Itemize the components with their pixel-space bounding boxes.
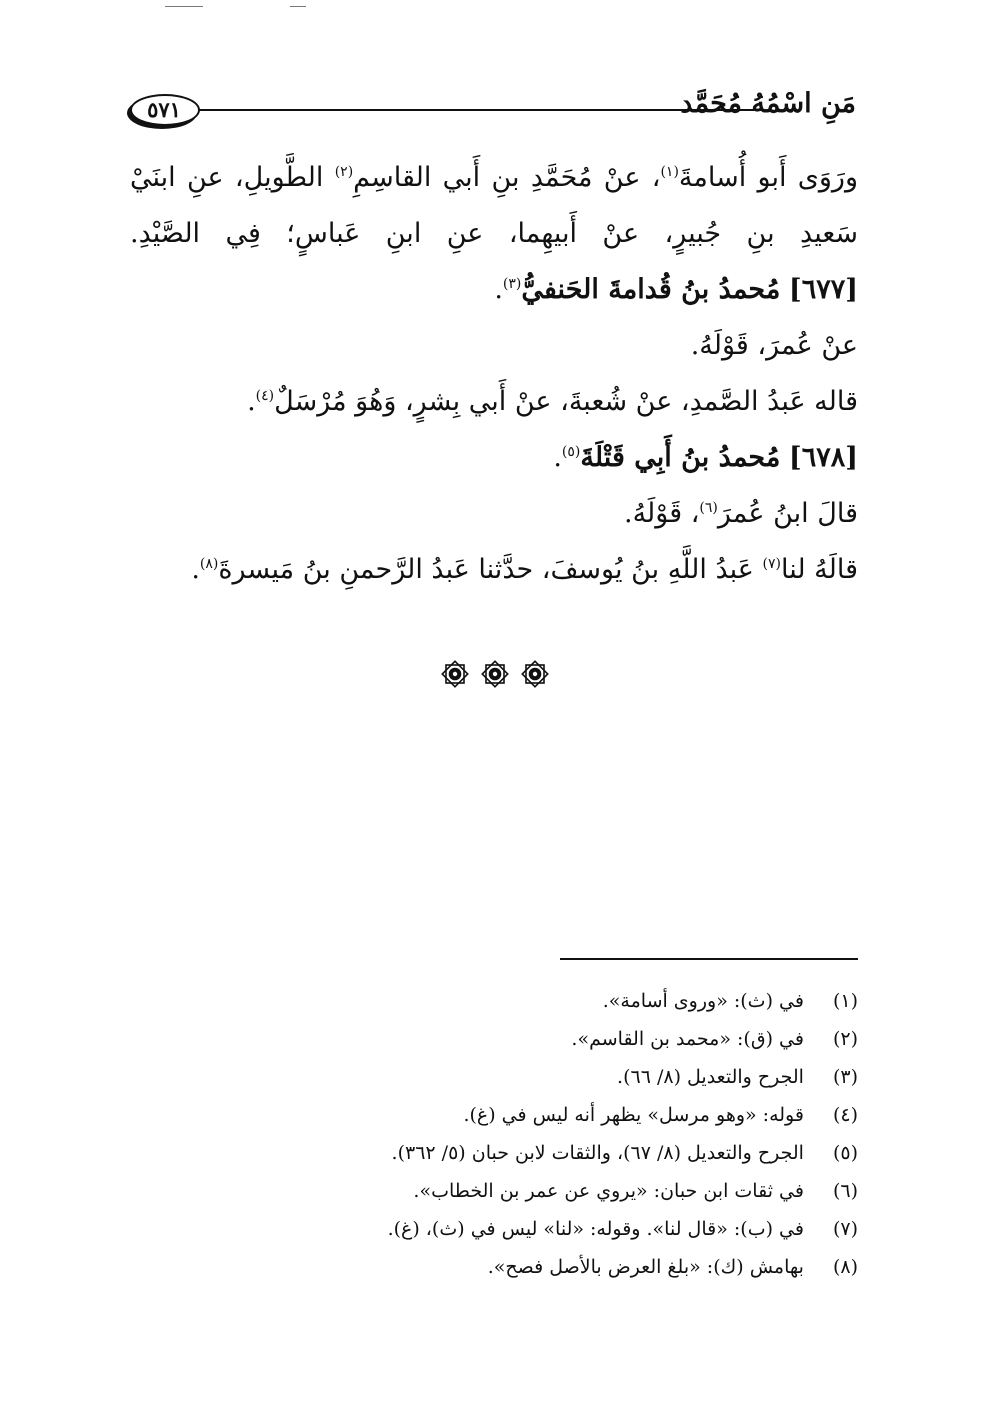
footnote-text: في (ق): «محمد بن القاسم». xyxy=(571,1028,804,1050)
octagram-flower-icon xyxy=(520,659,550,689)
footnote xyxy=(300,1020,858,1058)
footnote xyxy=(300,1210,858,1248)
footnote-text: في ثقات ابن حبان: «يروي عن عمر بن الخطاب». xyxy=(413,1180,804,1202)
text-span: ورَوَى أَبو أُسامةَ xyxy=(678,162,858,193)
footnote-text: قوله: «وهو مرسل» يظهر أنه ليس في (غ). xyxy=(463,1104,804,1126)
text-line xyxy=(130,150,858,206)
text-span: قالَ ابنُ عُمرَ xyxy=(717,498,858,529)
header-rule xyxy=(198,109,764,111)
footnote-ref[interactable]: (٦) xyxy=(699,500,718,516)
footnote-ref[interactable]: (٣) xyxy=(502,276,522,292)
main-text xyxy=(130,150,858,598)
text-line xyxy=(130,486,858,542)
page-number: ٥٧١ xyxy=(147,97,181,122)
entry-name: مُحمدُ بنُ أَبِي قَتْلَةَ xyxy=(580,442,781,473)
section-ornament xyxy=(440,656,550,692)
footnote xyxy=(300,1172,858,1210)
footnote-number: (٨) xyxy=(832,1256,858,1278)
text-span: ، عنْ مُحَمَّدِ بنِ أَبي القاسِمِ xyxy=(353,162,661,193)
text-line xyxy=(130,206,858,262)
footnote xyxy=(300,1248,858,1286)
footnote xyxy=(300,1096,858,1134)
octagram-flower-icon xyxy=(480,659,510,689)
footnote-ref[interactable]: (٥) xyxy=(561,444,581,460)
entry-heading xyxy=(130,430,858,486)
footnotes xyxy=(300,982,858,1286)
footnote-number: (٧) xyxy=(832,1218,858,1240)
footnote-text: في (ب): «قال لنا». وقوله: «لنا» ليس في (ث)، (غ). xyxy=(387,1218,804,1240)
footnote-number: (٦) xyxy=(832,1180,858,1202)
footnote-text: الجرح والتعديل (٨/ ٦٧)، والثقات لابن حبان (٥/ ٣٦٢). xyxy=(391,1142,804,1164)
running-header xyxy=(128,88,856,134)
header-title: مَنِ اسْمُهُ مُحَمَّد xyxy=(680,88,856,119)
footnote-text: في (ث): «وروى أسامة». xyxy=(602,990,804,1012)
footnote-ref[interactable]: (٤) xyxy=(255,388,275,404)
text-span: قالَهُ لنا xyxy=(780,554,858,585)
text-span: . xyxy=(553,442,562,473)
text-span: الطَّويلِ، عنِ ابنَيْ xyxy=(130,162,335,193)
text-span: . xyxy=(494,274,503,305)
footnote-ref[interactable]: (٨) xyxy=(199,556,219,572)
footnote-number: (١) xyxy=(832,990,858,1012)
footnote-text: الجرح والتعديل (٨/ ٦٦). xyxy=(617,1066,804,1088)
octagram-flower-icon xyxy=(440,659,470,689)
text-span: ، قَوْلَهُ. xyxy=(623,498,700,529)
text-span: . xyxy=(247,386,256,417)
text-span: . xyxy=(191,554,200,585)
entry-name: مُحمدُ بنُ قُدامةَ الحَنفيُّ xyxy=(521,274,781,305)
crop-mark xyxy=(290,6,306,7)
entry-heading xyxy=(130,262,858,318)
text-span: عَبدُ اللَّهِ بنُ يُوسفَ، حدَّثنا عَبدُ الرَّحمنِ بنُ مَيسرةَ xyxy=(218,554,763,585)
text-line xyxy=(130,318,858,374)
footnote-number: (٥) xyxy=(832,1142,858,1164)
page-number-badge xyxy=(128,94,202,126)
footnote-number: (٢) xyxy=(832,1028,858,1050)
footnote-ref[interactable]: (٢) xyxy=(334,164,354,180)
text-span: سَعيدِ بنِ جُبيرٍ، عنْ أَبيهِما، عنِ ابنِ عَباسٍ؛ فِي الصَّيْدِ. xyxy=(130,218,858,249)
text-line xyxy=(130,542,858,598)
footnote xyxy=(300,982,858,1020)
text-span: قاله عَبدُ الصَّمدِ، عنْ شُعبةَ، عنْ أَبي بِشرٍ، وَهُوَ مُرْسَلٌ xyxy=(274,386,858,417)
footnote-number: (٤) xyxy=(832,1104,858,1126)
entry-number: [٦٧٧] xyxy=(788,274,858,305)
entry-number: [٦٧٨] xyxy=(788,442,858,473)
footnote-ref[interactable]: (١) xyxy=(660,164,679,180)
footnote xyxy=(300,1134,858,1172)
footnote-number: (٣) xyxy=(832,1066,858,1088)
text-span: عنْ عُمرَ، قَوْلَهُ. xyxy=(690,330,858,361)
footnote xyxy=(300,1058,858,1096)
footnote-separator xyxy=(560,958,858,960)
text-line xyxy=(130,374,858,430)
crop-mark xyxy=(165,6,203,7)
footnote-ref[interactable]: (٧) xyxy=(762,556,781,572)
footnote-text: بهامش (ك): «بلغ العرض بالأصل فصح». xyxy=(487,1256,804,1278)
